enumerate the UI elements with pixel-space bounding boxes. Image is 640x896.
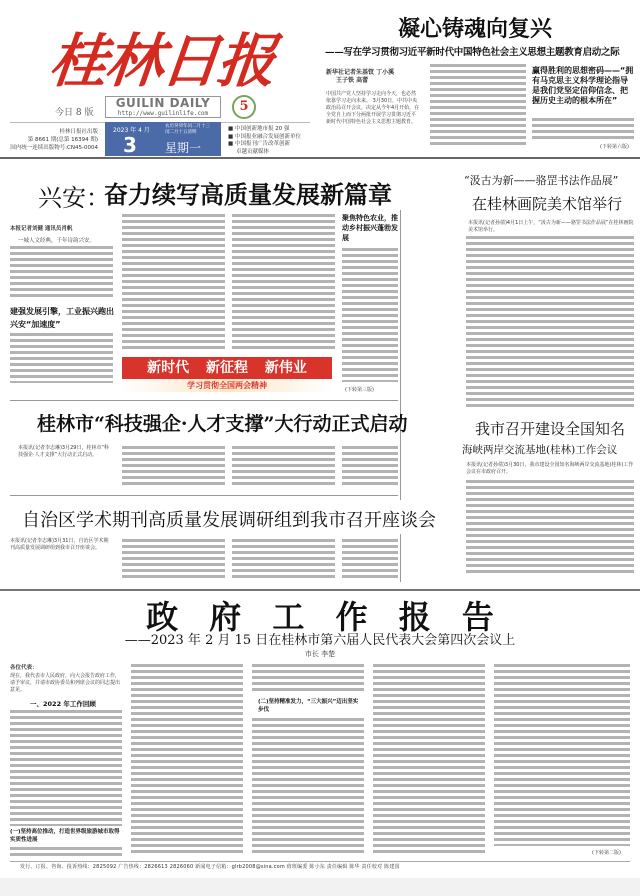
tech-body: [122, 446, 225, 485]
journal-headline[interactable]: 自治区学术期刊高质量发展调研组到我市召开座谈会: [22, 510, 436, 531]
report-body: [10, 710, 122, 826]
xingan-headline-prefix: 兴安：: [38, 184, 110, 212]
calligraphy-lead: 本报讯(记者孙倩)4月1日上午，“汲古为新——骆罡书法作品展”在桂林画院美术馆举行。: [468, 220, 634, 233]
english-name: GUILIN DAILY: [115, 96, 211, 110]
issue-number: 第 8661 期(总第 16394 期): [27, 137, 98, 143]
tech-body: [342, 446, 398, 485]
xingan-lead: 一城人文经典，千年诗韵兴安。: [18, 238, 96, 244]
english-name-box: [105, 96, 221, 118]
two-sessions-banner[interactable]: 新时代 新征程 新伟业: [122, 357, 332, 379]
report-intro: 现在，我代表市人民政府，向大会报告政府工作，请予审议，并请市政协委员和列席会议的同志提出意见。: [10, 673, 121, 693]
report-body: [252, 718, 364, 855]
weekday: 星期一: [165, 141, 202, 155]
strait-headline-1[interactable]: 我市召开建设全国知名: [475, 420, 626, 438]
strait-headline-2[interactable]: 海峡两岸交流基地(桂林)工作会议: [462, 444, 618, 456]
journal-body: [342, 539, 398, 579]
calligraphy-headline-1[interactable]: “汲古为新——骆罡书法作品展”: [464, 174, 619, 187]
calligraphy-headline-2[interactable]: 在桂林画院美术馆举行: [472, 195, 623, 213]
honor-item: 卓越贡献媒体: [236, 148, 270, 155]
report-section-sub-2: (二)坚持精准发力，“三大振兴”迈出坚实步伐: [258, 699, 359, 713]
strait-body: [466, 480, 634, 576]
lead-body: 中国共产党人坚持学习走向今天，也必然依靠学习走向未来。 3月30日，中共中央政治局召开会议，决定从今年4月开始，在全党自上而下分两批开展学习贯彻习近平新时代中国特色社会主义思想主题教育。: [326, 91, 420, 125]
date-day: 3: [123, 133, 137, 157]
report-subheadline: ——2023 年 2 月 15 日在桂林市第六届人民代表大会第四次会议上: [124, 633, 516, 648]
website-url[interactable]: http://www.guilinlife.com: [117, 110, 209, 117]
lead-sidebar-body: [532, 118, 634, 142]
honor-item: ■ 中国报刊广告改革创新: [228, 141, 290, 147]
journal-body: [232, 539, 335, 579]
newspaper-logo: 桂林日报: [45, 27, 278, 95]
two-sessions-banner-subtitle: 学习贯彻全国两会精神: [122, 379, 332, 392]
report-body: [494, 664, 630, 846]
report-body: [10, 847, 122, 856]
report-body: [252, 664, 364, 694]
lunar-date: 农历癸卯年闰二月十三: [165, 124, 210, 129]
report-section-1: 一、2022 年工作回顾: [30, 700, 96, 708]
journal-body: [122, 539, 225, 579]
cn-number: 国内统一连续出版物号:CN45-0004: [10, 145, 98, 151]
footer-info: 发行、订报、咨询、投诉热线：2825092 广告热线：2826613 2826060 新闻电子信箱：glrb2008@sina.com 值班编委 陈小东 责任编辑 陈华 责任校对 陈建国: [20, 864, 400, 870]
xingan-byline: 本报记者刘健 通讯员肖帆: [10, 226, 73, 232]
xingan-body: [10, 333, 113, 383]
today-pages: 今日 8 版: [55, 108, 94, 118]
xingan-body: [122, 214, 225, 351]
strait-lead: 本报讯(记者孙倩)3月30日，我市建设全国知名海峡两岸交流基地(桂林)工作会议在市政府召开。: [466, 462, 634, 475]
xingan-subhead-1: 建强发展引擎，工业振兴跑出兴安“加速度”: [10, 307, 114, 329]
page-bottom-margin: [0, 878, 640, 896]
xingan-subhead-2: 聚焦特色农业，推动乡村振兴蓬勃发展: [342, 214, 398, 242]
lead-byline-2: 王子铁 高蕾: [336, 77, 369, 84]
anniversary-emblem-icon: 5: [232, 95, 256, 119]
journal-lead: 本报讯(记者李志琳)3月31日，自治区学术期刊高质量发展调研组到我市召开座谈会。: [10, 538, 109, 551]
report-greeting: 各位代表：: [10, 665, 38, 671]
report-author: 市长 李楚: [304, 650, 336, 658]
report-continued: (下转第二版): [592, 850, 621, 856]
date-box: [105, 122, 221, 156]
lead-body-column: [430, 64, 526, 148]
tech-headline[interactable]: 桂林市“科技强企·人才支撑”大行动正式启动: [37, 413, 408, 435]
date-year-month: 2023 年 4 月: [113, 127, 150, 134]
report-section-sub: (一)坚持高位推动，打造世界级旅游城市取得实质性进展: [10, 829, 120, 843]
continued-note: (下转第六版): [600, 144, 629, 150]
honor-item: ■ 中国报业融合发展创新单位: [228, 133, 301, 140]
report-body: [131, 664, 243, 855]
tech-lead: 本报讯(记者李志琳)3月29日，桂林市“科技强企·人才支撑”大行动正式启动。: [18, 445, 110, 458]
publisher: 桂林日报社出版: [59, 129, 98, 135]
report-body: [373, 664, 485, 855]
lead-byline: 新华社记者朱基钗 丁小溪: [326, 69, 395, 76]
calligraphy-body: [466, 236, 634, 408]
report-headline[interactable]: 政 府 工 作 报 告: [146, 598, 494, 636]
xingan-body: [232, 214, 335, 351]
lead-headline[interactable]: 凝心铸魂向复兴: [398, 17, 553, 42]
xingan-body: [342, 248, 398, 382]
xingan-body: [10, 246, 113, 298]
lead-subheadline: ——写在学习贯彻习近平新时代中国特色社会主义思想主题教育启动之际: [325, 47, 620, 58]
tech-body: [232, 446, 335, 485]
honor-item: ■ 中国创新地市报 20 强: [228, 126, 290, 132]
xingan-continued: (下转第三版): [345, 387, 374, 393]
lead-sidebar-title: 赢得胜利的思想密码——“拥有马克思主义科学理论指导是我们党坚定信仰信念、把握历史主动的根本所在”: [532, 66, 634, 105]
xingan-headline[interactable]: 奋力续写高质量发展新篇章: [104, 181, 392, 209]
lunar-date-2: 闰二月十五清明: [165, 130, 197, 135]
